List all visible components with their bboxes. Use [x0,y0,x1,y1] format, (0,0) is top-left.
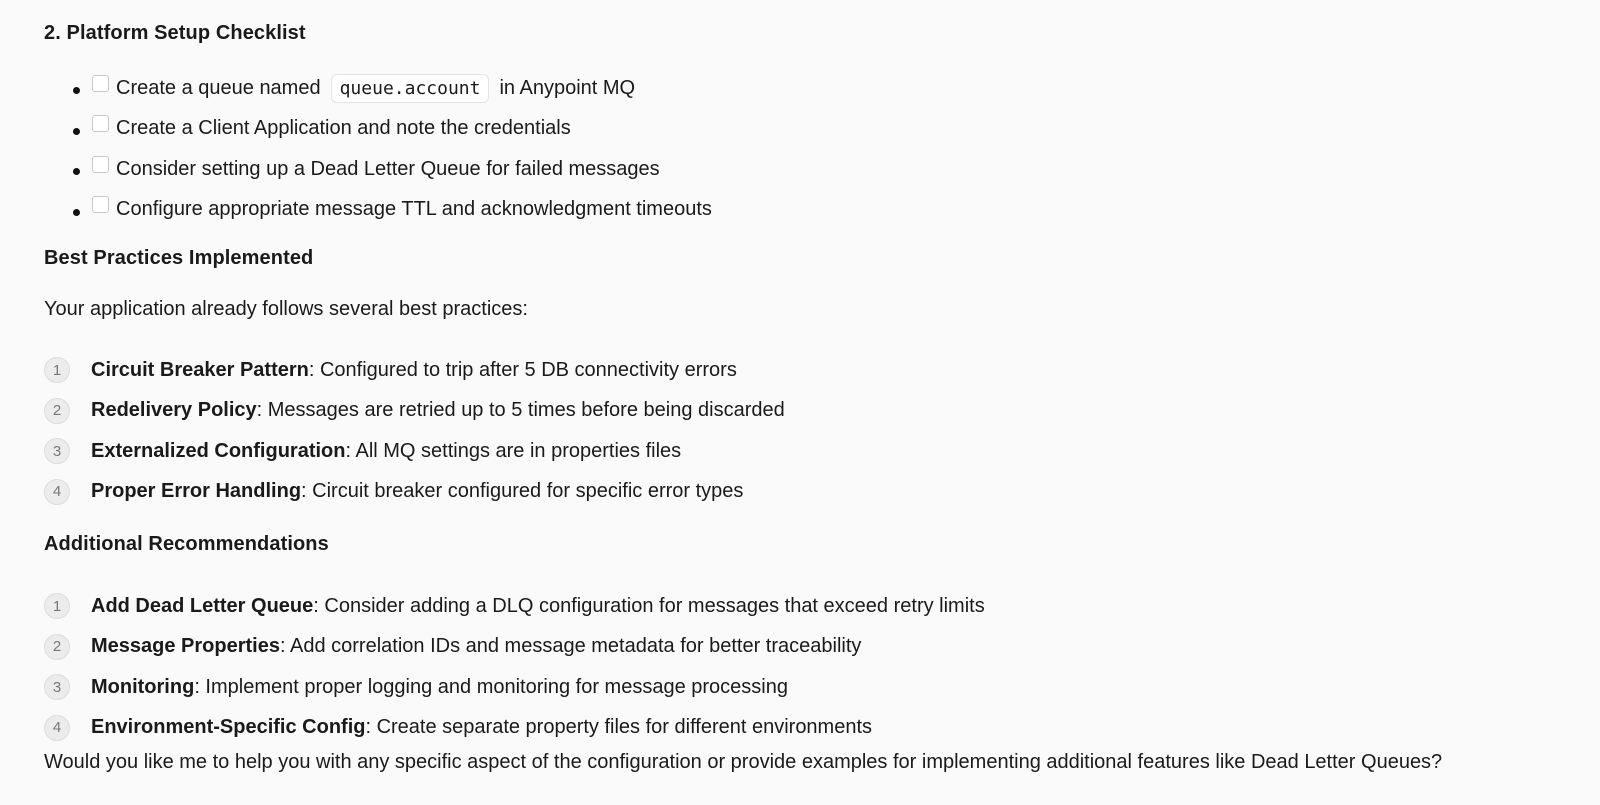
best-practices-intro: Your application already follows several best practices: [44,298,528,320]
list-item-desc: : Circuit breaker configured for specific error types [301,480,744,503]
list-item [44,627,985,668]
list-item-desc: : Implement proper logging and monitoring for message processing [194,675,788,698]
list-item [44,350,785,391]
checklist-item [44,109,712,150]
checklist-item [44,149,712,190]
number-badge: 1 [44,593,70,619]
checkbox[interactable] [92,115,109,132]
list-item-term: Monitoring [91,675,195,698]
best-practices-list [44,350,785,512]
recommendations-list [44,586,985,748]
bullet-icon [73,87,80,94]
list-item [44,431,785,472]
list-item-term: Environment-Specific Config [91,716,366,739]
bullet-icon [73,209,80,216]
checklist-item-text-after: in Anypoint MQ [499,76,636,99]
number-badge: 4 [44,479,70,505]
number-badge: 3 [44,674,70,700]
followup-question: Would you like me to help you with any specific aspect of the configuration or provide examples for implementing additional features like Dead Letter Queues? [44,751,1443,773]
bullet-icon [73,128,80,135]
recommendations-heading: Additional Recommendations [44,533,329,555]
list-item [44,472,785,513]
number-badge: 1 [44,357,70,383]
checklist-item-text: Consider setting up a Dead Letter Queue for failed messages [116,157,660,180]
best-practices-heading: Best Practices Implemented [44,247,314,269]
checklist-item-text: Create a Client Application and note the credentials [116,117,571,140]
bullet-icon [73,168,80,175]
number-badge: 4 [44,715,70,741]
checklist-item-text: Create a queue named [116,76,321,99]
list-item-term: Proper Error Handling [91,480,302,503]
list-item-desc: : Messages are retried up to 5 times before being discarded [256,399,785,422]
list-item-desc: : Add correlation IDs and message metadata for better traceability [279,635,862,658]
checklist-item [44,190,712,231]
checklist-heading: 2. Platform Setup Checklist [44,22,306,44]
inline-code: queue.account [331,74,490,103]
list-item-term: Externalized Configuration [91,439,346,462]
list-item-desc: : Create separate property files for different environments [365,716,873,739]
list-item-desc: : All MQ settings are in properties files [345,439,682,462]
list-item [44,391,785,432]
list-item-term: Add Dead Letter Queue [91,594,314,617]
checkbox[interactable] [92,75,109,92]
list-item [44,586,985,627]
list-item-term: Redelivery Policy [91,399,257,422]
checklist-item [44,68,712,109]
list-item-desc: : Consider adding a DLQ configuration for messages that exceed retry limits [313,594,985,617]
number-badge: 3 [44,438,70,464]
list-item [44,667,985,708]
checkbox[interactable] [92,156,109,173]
number-badge: 2 [44,634,70,660]
number-badge: 2 [44,398,70,424]
list-item-term: Message Properties [91,635,280,658]
list-item [44,708,985,749]
list-item-desc: : Configured to trip after 5 DB connectivity errors [308,358,737,381]
checklist-item-text: Configure appropriate message TTL and acknowledgment timeouts [116,198,712,221]
list-item-term: Circuit Breaker Pattern [91,358,309,381]
setup-checklist [44,68,712,230]
checkbox[interactable] [92,196,109,213]
